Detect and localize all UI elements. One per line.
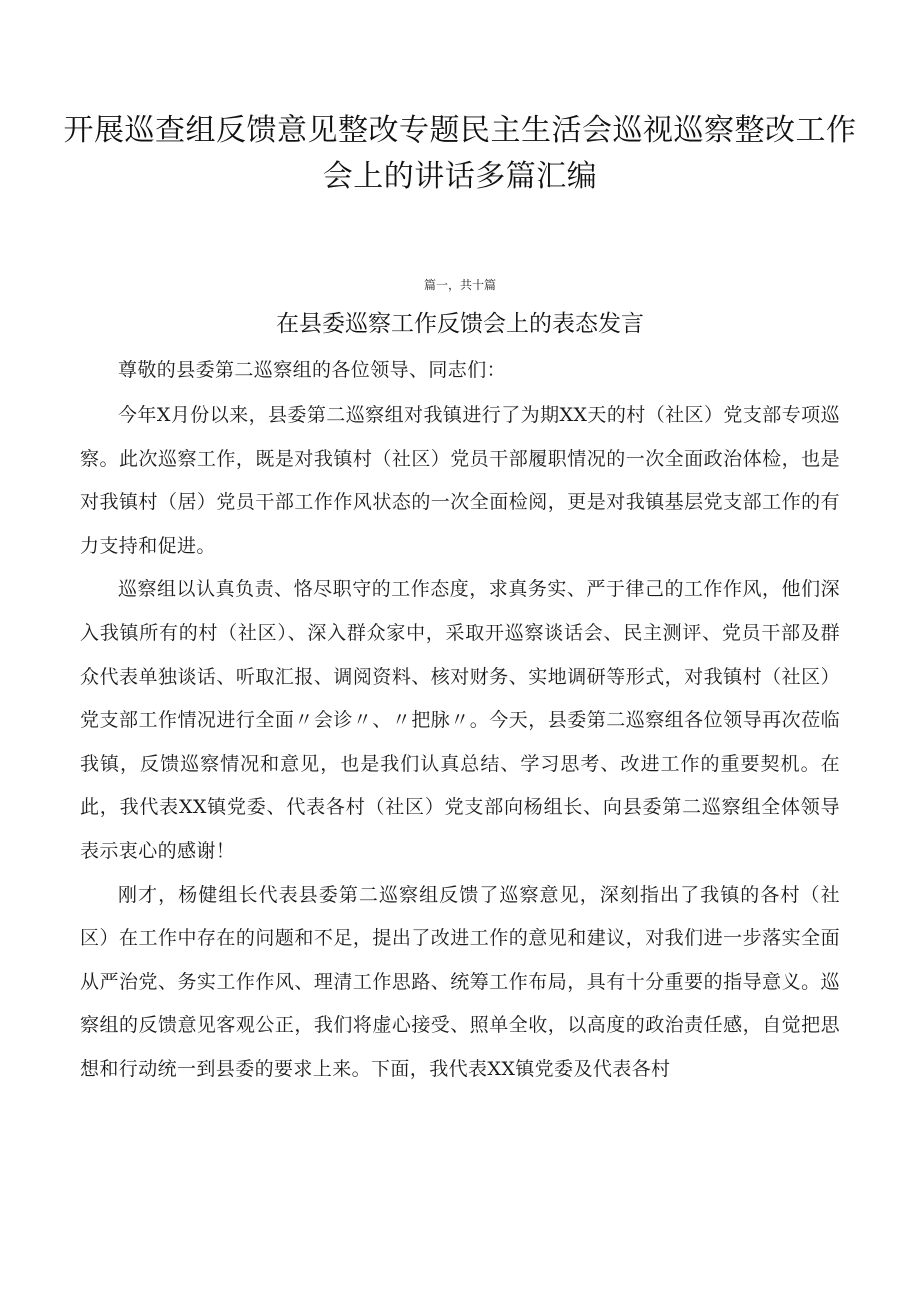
paragraph-2: 巡察组以认真负责、恪尽职守的工作态度，求真务实、严于律己的工作作风，他们深入我镇所有的村（社区）、深入群众家中，采取开巡察谈话会、民主测评、党员干部及群众代表单独谈话、听取汇报、调阅资料、核对财务、实地调研等形式，对我镇村（社区）党支部工作情况进行全面〃会诊〃、〃把脉〃。今天，县委第二巡察组各位领导再次莅临我镇，反馈巡察情况和意见，也是我们认真总结、学习思考、改进工作的重要契机。在此，我代表XX镇党委、代表各村（社区）党支部向杨组长、向县委第二巡察组全体领导表示衷心的感谢！ (80, 578, 840, 862)
document-body (80, 353, 840, 1092)
paragraph-1: 今年X月份以来，县委第二巡察组对我镇进行了为期XX天的村（社区）党支部专项巡察。此次巡察工作，既是对我镇村（社区）党员干部履职情况的一次全面政治体检，也是对我镇村（居）党员干部工作作风状态的一次全面检阅，更是对我镇基层党支部工作的有力支持和促进。 (80, 404, 840, 557)
section-title: 在县委巡察工作反馈会上的表态发言 (276, 311, 644, 337)
section-label: 篇一，共十篇 (423, 278, 496, 292)
salutation: 尊敬的县委第二巡察组的各位领导、同志们： (118, 359, 507, 381)
paragraph-3: 刚才，杨健组长代表县委第二巡察组反馈了巡察意见，深刻指出了我镇的各村（社区）在工作中存在的问题和不足，提出了改进工作的意见和建议，对我们进一步落实全面从严治党、务实工作作风、理清工作思路、统筹工作布局，具有十分重要的指导意义。巡察组的反馈意见客观公正，我们将虚心接受、照单全收，以高度的政治责任感，自觉把思想和行动统一到县委的要求上来。下面，我代表XX镇党委及代表各村 (80, 883, 840, 1080)
document-title: 开展巡查组反馈意见整改专题民主生活会巡视巡察整改工作会上的讲话多篇汇编 (63, 113, 857, 194)
